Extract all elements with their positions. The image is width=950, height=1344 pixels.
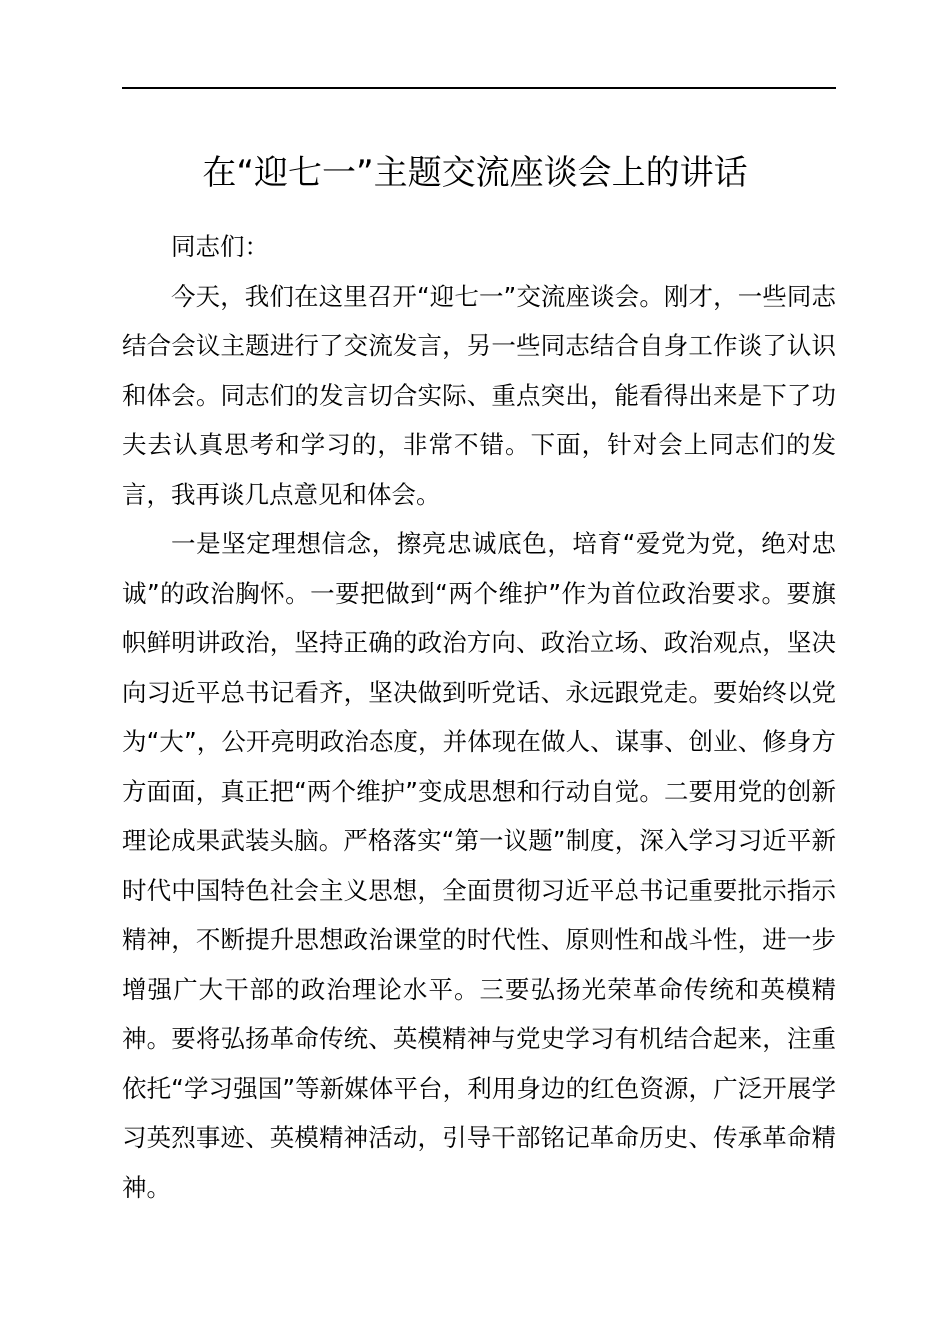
document-body xyxy=(122,222,836,1212)
paragraph-intro: 今天，我们在这里召开“迎七一”交流座谈会。刚才，一些同志结合会议主题进行了交流发言，另一些同志结合自身工作谈了认识和体会。同志们的发言切合实际、重点突出，能看得出来是下了功夫去认真思考和学习的，非常不错。下面，针对会上同志们的发言，我再谈几点意见和体会。 xyxy=(122,281,836,509)
salutation: 同志们： xyxy=(171,232,269,261)
document-title: 在“迎七一”主题交流座谈会上的讲话 xyxy=(202,153,748,193)
header-rule xyxy=(122,87,836,89)
paragraph-point-one: 一是坚定理想信念，擦亮忠诚底色，培育“爱党为党，绝对忠诚”的政治胸怀。一要把做到“两个维护”作为首位政治要求。要旗帜鲜明讲政治，坚持正确的政治方向、政治立场、政治观点，坚决向习近平总书记看齐，坚决做到听党话、永远跟党走。要始终以党为“大”，公开亮明政治态度，并体现在做人、谋事、创业、修身方方面面，真正把“两个维护”变成思想和行动自觉。二要用党的创新理论成果武装头脑。严格落实“第一议题”制度，深入学习习近平新时代中国特色社会主义思想，全面贯彻习近平总书记重要批示指示精神，不断提升思想政治课堂的时代性、原则性和战斗性，进一步增强广大干部的政治理论水平。三要弘扬光荣革命传统和英模精神。要将弘扬革命传统、英模精神与党史学习有机结合起来，注重依托“学习强国”等新媒体平台，利用身边的红色资源，广泛开展学习英烈事迹、英模精神活动，引导干部铭记革命历史、传承革命精神。 xyxy=(122,529,836,1202)
